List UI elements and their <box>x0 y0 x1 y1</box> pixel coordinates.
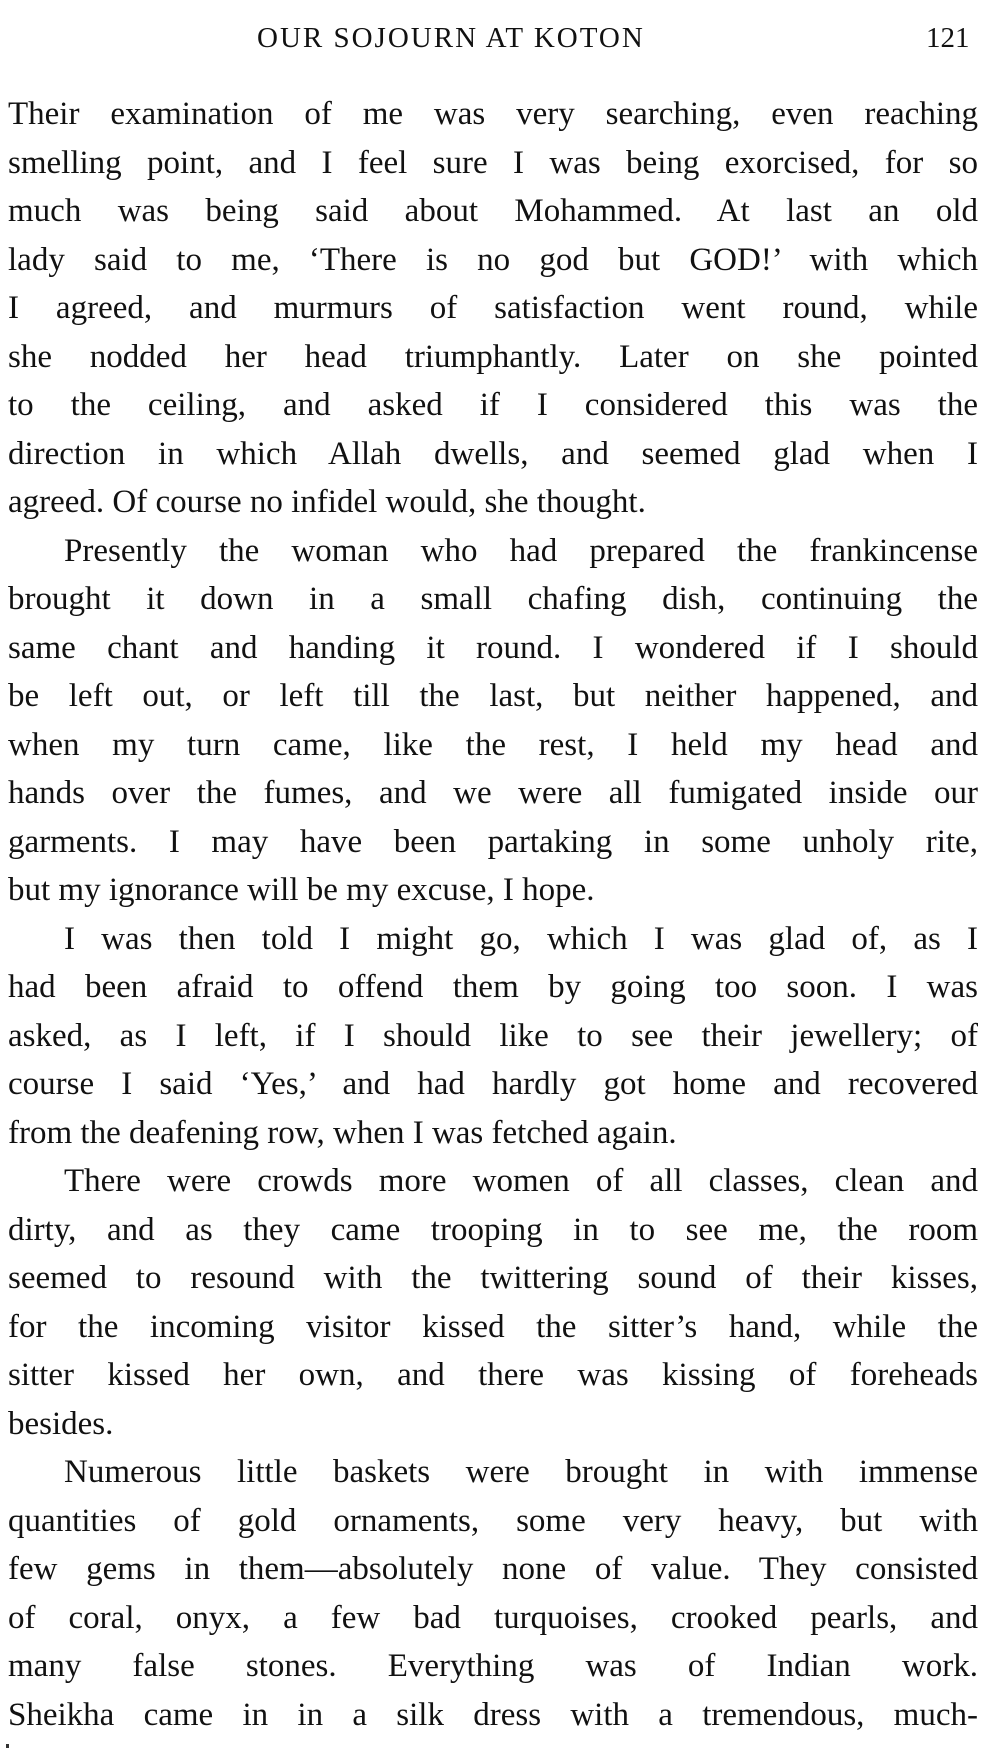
text-line: sitter kissed her own, and there was kissing of foreheads <box>8 1357 978 1393</box>
text-line: lady said to me, ‘There is no god but GOD!’ with which <box>8 241 978 278</box>
text-line: Sheikha came in in a silk dress with a tremendous, much- <box>8 1696 978 1733</box>
text-line: direction in which Allah dwells, and seemed glad when I <box>8 435 978 472</box>
text-line: much was being said about Mohammed. At last an old <box>8 193 978 229</box>
text-line: had been afraid to offend them by going too soon. I was <box>8 969 978 1005</box>
text-line: but my ignorance will be my excuse, I hope. <box>8 872 595 908</box>
text-line: be left out, or left till the last, but neither happened, and <box>8 678 978 714</box>
text-line: Presently the woman who had prepared the frankincense <box>64 532 978 569</box>
text-line: course I said ‘Yes,’ and had hardly got home and recovered <box>8 1066 978 1102</box>
text-line: of coral, onyx, a few bad turquoises, crooked pearls, and <box>8 1599 978 1636</box>
text-line: I agreed, and murmurs of satisfaction went round, while <box>8 290 978 326</box>
page-number: 121 <box>926 22 970 54</box>
text-line: smelling point, and I feel sure I was being exorcised, for so <box>8 144 978 181</box>
body-text <box>8 90 978 1739</box>
text-line: when my turn came, like the rest, I held my head and <box>8 726 978 763</box>
text-line: quantities of gold ornaments, some very heavy, but with <box>8 1502 978 1539</box>
ink-speck <box>6 1744 9 1748</box>
text-line: I was then told I might go, which I was glad of, as I <box>64 920 978 957</box>
running-header <box>0 22 1000 66</box>
text-line: Numerous little baskets were brought in with immense <box>64 1454 978 1490</box>
text-line: garments. I may have been partaking in some unholy rite, <box>8 823 978 860</box>
text-line: from the deafening row, when I was fetched again. <box>8 1114 677 1151</box>
text-line: agreed. Of course no infidel would, she thought. <box>8 484 646 520</box>
text-line: There were crowds more women of all classes, clean and <box>64 1163 978 1199</box>
text-line: asked, as I left, if I should like to see their jewellery; of <box>8 1017 978 1054</box>
text-line: seemed to resound with the twittering sound of their kisses, <box>8 1260 978 1296</box>
text-line: hands over the fumes, and we were all fumigated inside our <box>8 775 978 811</box>
text-line: besides. <box>8 1405 114 1442</box>
text-line: she nodded her head triumphantly. Later on she pointed <box>8 338 978 375</box>
text-line: brought it down in a small chafing dish, continuing the <box>8 581 978 617</box>
running-title: OUR SOJOURN AT KOTON <box>257 22 645 54</box>
text-line: for the incoming visitor kissed the sitter’s hand, while the <box>8 1308 978 1345</box>
text-line: same chant and handing it round. I wondered if I should <box>8 629 978 666</box>
text-line: to the ceiling, and asked if I considered this was the <box>8 387 978 423</box>
text-line: few gems in them—absolutely none of value. They consisted <box>8 1551 978 1587</box>
text-line: dirty, and as they came trooping in to see me, the room <box>8 1211 978 1248</box>
text-line: many false stones. Everything was of Indian work. <box>8 1648 978 1684</box>
text-line: Their examination of me was very searching, even reaching <box>8 96 978 132</box>
